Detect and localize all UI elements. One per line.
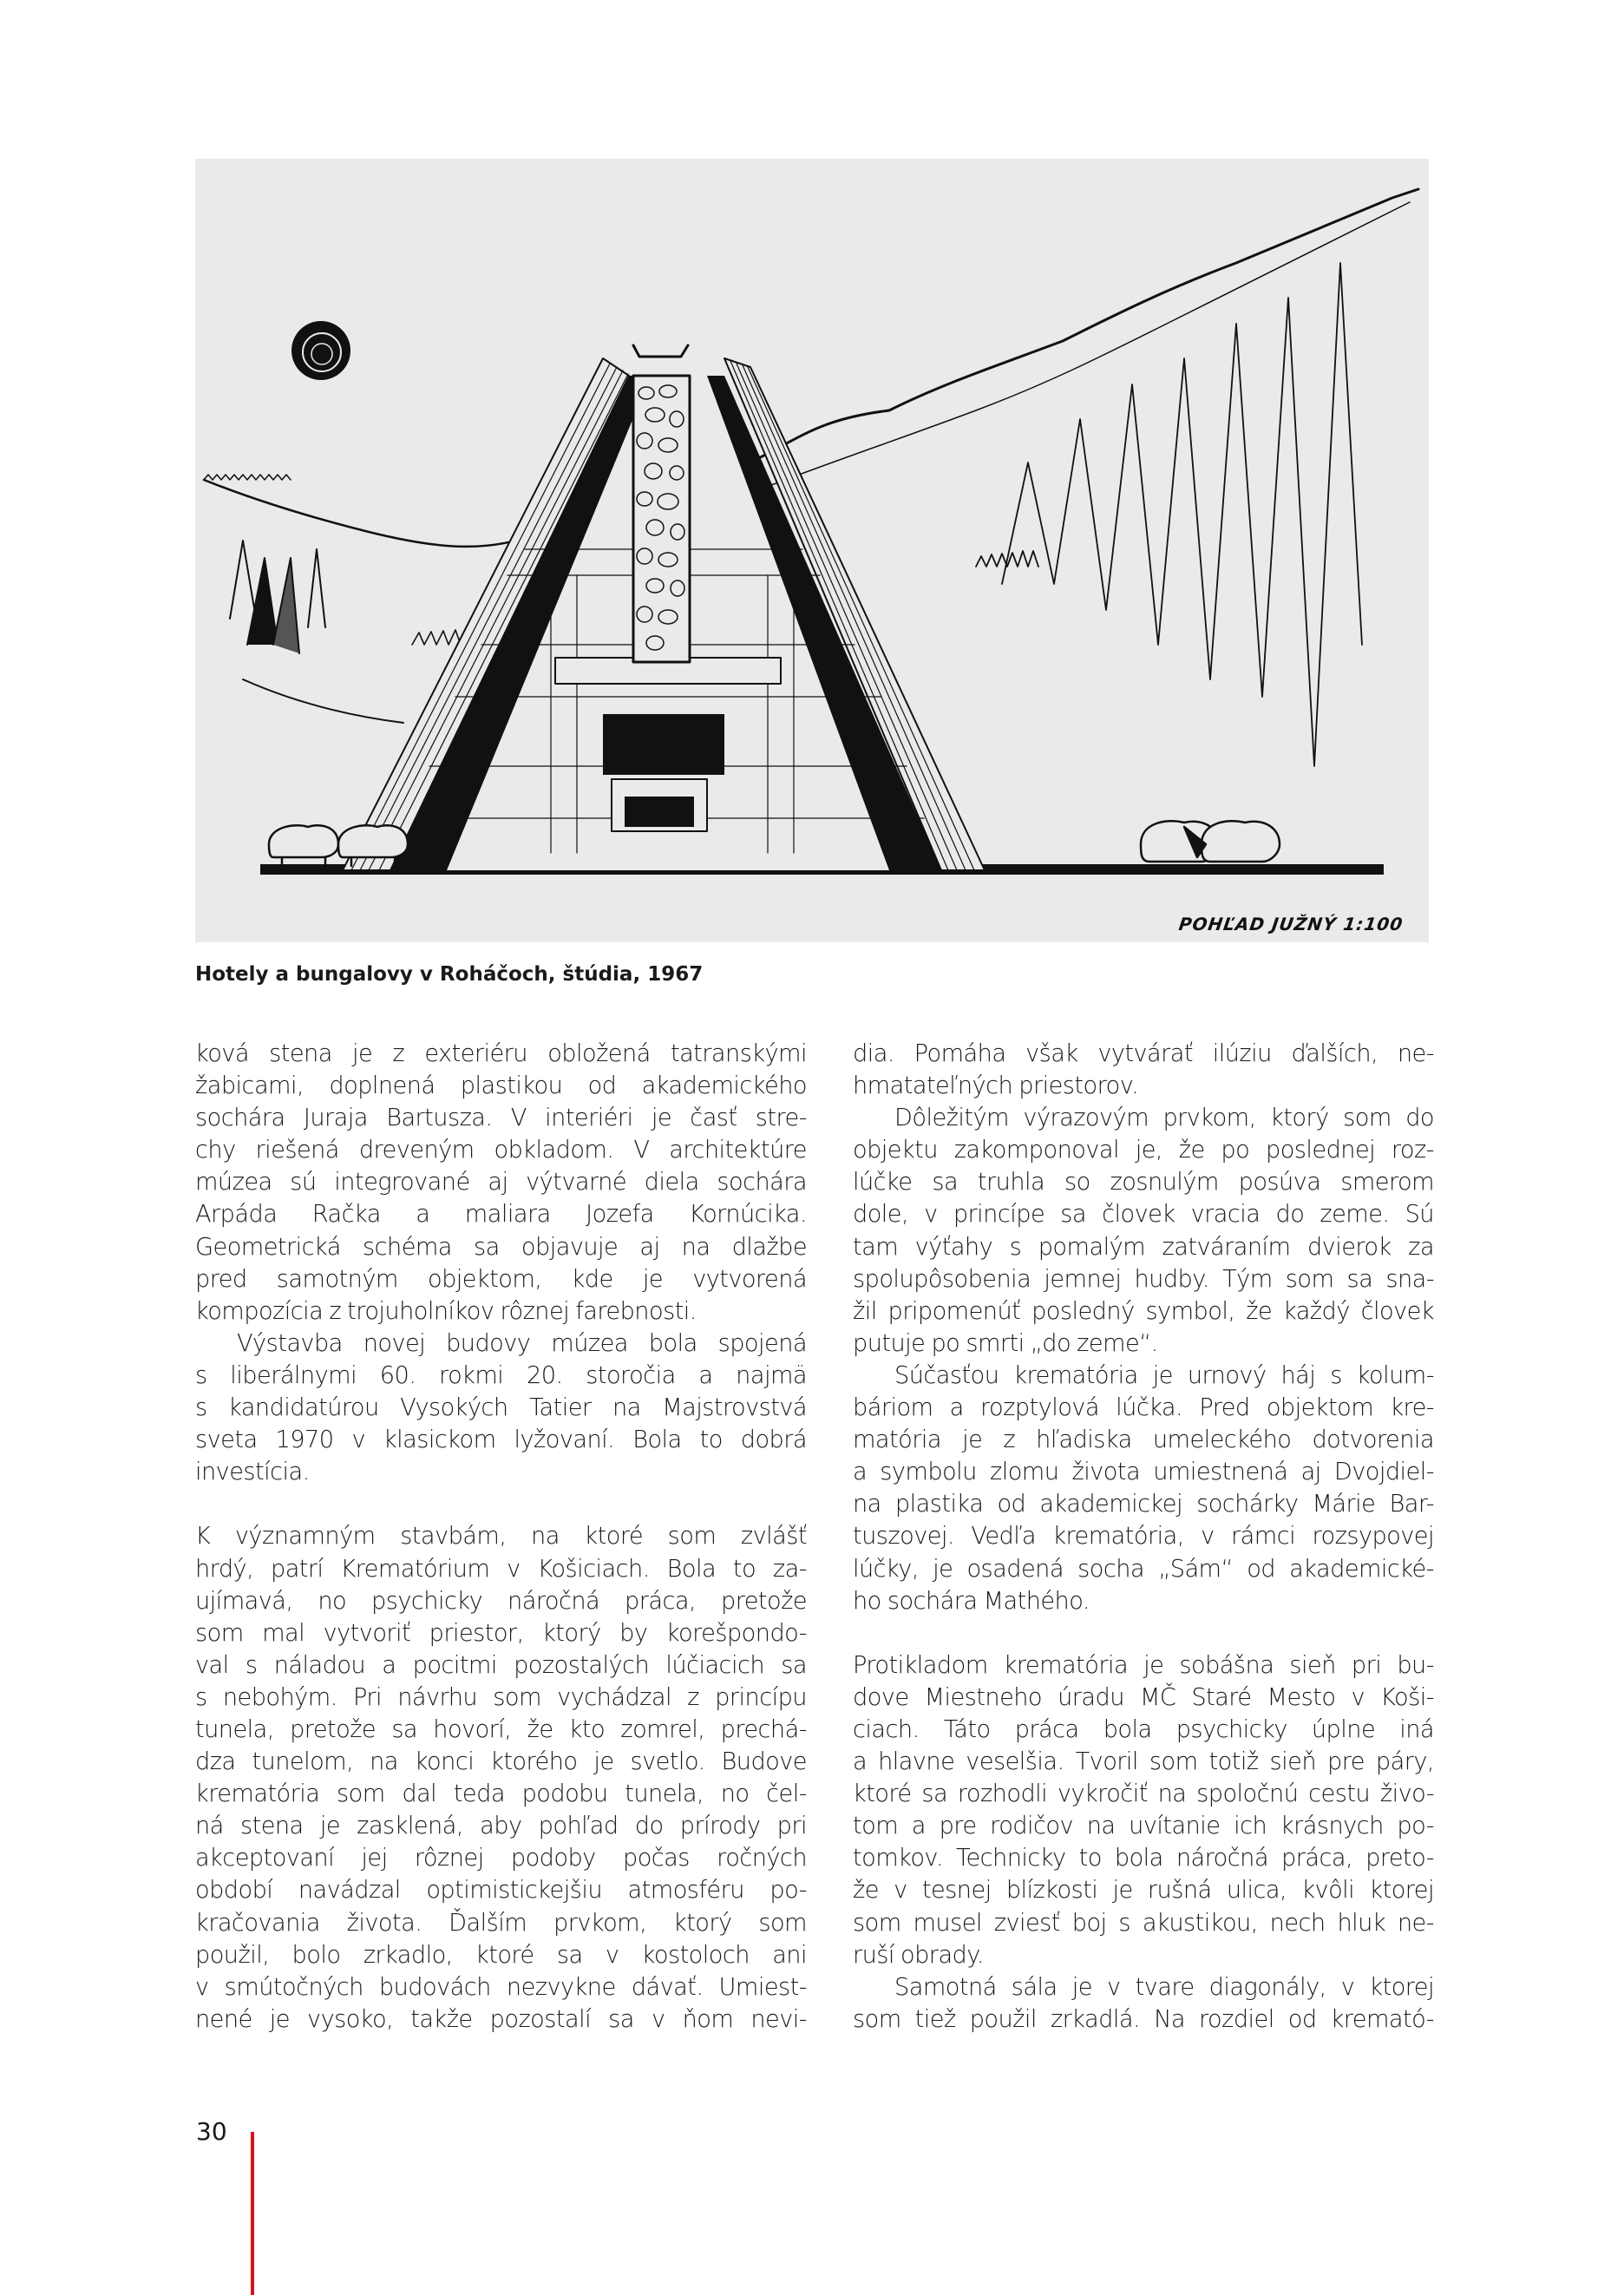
text-line: báriom a rozptylová lúčka. Pred objektom kre- <box>853 1394 1434 1422</box>
text-line: ruší obrady. <box>853 1941 985 1969</box>
text-line: s liberálnymi 60. rokmi 20. storočia a najmä <box>195 1361 807 1389</box>
text-line: Dôležitým výrazovým prvkom, ktorý som do <box>894 1105 1434 1132</box>
text-line: období navádzal optimistickejšiu atmosféru po- <box>195 1877 807 1905</box>
text-line: hrdý, patrí Krematórium v Košiciach. Bola to za- <box>195 1555 807 1583</box>
text-line: múzea sú integrované aj výtvarné diela sochára <box>195 1169 807 1197</box>
drawing-svg <box>195 159 1429 942</box>
text-line: ktoré sa rozhodli vykročiť na spoločnú cestu živo- <box>853 1780 1434 1808</box>
text-line: dia. Pomáha však vytvárať ilúziu ďalších, ne- <box>853 1040 1434 1067</box>
text-line: tuszovej. Vedľa krematória, v rámci rozsypovej <box>853 1523 1434 1551</box>
right-trees <box>976 263 1362 766</box>
text-line: a hlavne veselšia. Tvoril som totiž sieň pre páry, <box>853 1748 1434 1776</box>
stone-chimney <box>633 376 690 662</box>
text-line: akceptovaní jej rôznej podoby počas ročných <box>195 1845 807 1872</box>
text-line: ková stena je z exteriéru obložená tatranskými <box>195 1040 807 1067</box>
text-line: lúčky, je osadená socha „Sám“ od akademické- <box>853 1555 1434 1583</box>
text-line: pred samotným objektom, kde je vytvorená <box>195 1265 807 1293</box>
text-line: hmatateľných priestorov. <box>853 1072 1139 1100</box>
text-line: val s náladou a pocitmi pozostalých lúčiacich sa <box>195 1651 807 1679</box>
text-line: Samotná sála je v tvare diagonály, v ktorej <box>894 1973 1434 2001</box>
text-line: nené je vysoko, takže pozostalí sa v ňom nevi- <box>195 2005 807 2033</box>
text-line: žabicami, doplnená plastikou od akademického <box>195 1072 807 1100</box>
text-line: K významným stavbám, na ktoré som zvlášť <box>195 1523 807 1551</box>
text-line: tunela, pretože sa hovorí, že kto zomrel, prechá- <box>195 1715 807 1743</box>
text-line: dole, v princípe sa človek vracia do zeme. Sú <box>853 1201 1434 1229</box>
architectural-drawing <box>195 159 1429 942</box>
text-line: Súčasťou krematória je urnový háj s kolum- <box>894 1361 1434 1389</box>
text-line: tam výťahy s pomalým zatváraním dvierok za <box>853 1233 1434 1261</box>
text-line: tom a pre rodičov na uvítanie ich krásnych po- <box>853 1813 1434 1840</box>
red-accent-rule <box>251 2132 254 2295</box>
text-line: som musel zviesť boj s akustikou, nech hluk ne- <box>853 1909 1434 1937</box>
sun-scribble-icon <box>291 321 350 380</box>
text-line: spolupôsobenia jemnej hudby. Tým som sa sna- <box>853 1265 1434 1293</box>
text-line: tomkov. Technicky to bola náročná práca, preto- <box>853 1845 1434 1872</box>
text-line: putuje po smrti „do zeme“. <box>853 1329 1158 1357</box>
text-line: Geometrická schéma sa objavuje aj na dlažbe <box>195 1233 807 1261</box>
text-line: ho sochára Mathého. <box>853 1587 1090 1615</box>
text-line: sochára Juraja Bartusza. V interiéri je časť stre- <box>195 1105 807 1132</box>
text-line: investícia. <box>195 1459 310 1486</box>
text-line: sveta 1970 v klasickom lyžovaní. Bola to dobrá <box>195 1426 807 1454</box>
blank-line <box>853 1617 1434 1649</box>
text-line: ciach. Táto práca bola psychicky úplne iná <box>853 1715 1434 1743</box>
drawing-scale-label: POHĽAD JUŽNÝ 1:100 <box>1177 914 1405 934</box>
text-line: dza tunelom, na konci ktorého je svetlo. Budove <box>195 1748 807 1776</box>
text-line: som tiež použil zrkadlá. Na rozdiel od kremató- <box>853 2005 1434 2033</box>
text-line: kračovania života. Ďalším prvkom, ktorý som <box>195 1909 807 1937</box>
text-line: s nebohým. Pri návrhu som vychádzal z princípu <box>195 1683 807 1711</box>
figure-caption: Hotely a bungalovy v Roháčoch, štúdia, 1967 <box>195 963 704 986</box>
text-line: žil pripomenúť posledný symbol, že každý človek <box>853 1297 1434 1325</box>
text-line: Výstavba novej budovy múzea bola spojená <box>237 1329 807 1357</box>
text-line: že v tesnej blízkosti je rušná ulica, kvôli ktorej <box>853 1877 1434 1905</box>
text-line: dove Miestneho úradu MČ Staré Mesto v Koši- <box>853 1683 1434 1711</box>
text-line: ujímavá, no psychicky náročná práca, pretože <box>195 1587 807 1615</box>
text-column-right <box>853 1038 1434 2036</box>
text-line: objektu zakomponoval je, že po poslednej roz- <box>853 1137 1434 1164</box>
text-line: Protikladom krematória je sobášna sieň pri bu- <box>853 1651 1434 1679</box>
blank-line <box>195 1488 807 1520</box>
a-frame-building <box>343 345 985 870</box>
text-line: ná stena je zasklená, aby pohľad do prírody pri <box>195 1813 807 1840</box>
text-line: na plastika od akademickej sochárky Márie Bar- <box>853 1491 1434 1518</box>
text-line: s kandidatúrou Vysokých Tatier na Majstrovstvá <box>195 1394 807 1422</box>
sheep-right <box>1141 821 1280 862</box>
page-number: 30 <box>196 2117 227 2146</box>
text-line: kompozícia z trojuholníkov rôznej farebnosti. <box>195 1297 697 1325</box>
text-line: chy riešená dreveným obkladom. V architektúre <box>195 1137 807 1164</box>
text-line: a symbolu zlomu života umiestnená aj Dvojdiel- <box>853 1459 1434 1486</box>
text-line: použil, bolo zrkadlo, ktoré sa v kostoloch ani <box>195 1941 807 1969</box>
text-line: matória je z hľadiska umeleckého dotvorenia <box>853 1426 1434 1454</box>
text-line: lúčke sa truhla so zosnulým posúva smerom <box>853 1169 1434 1197</box>
text-line: v smútočných budovách nezvykne dávať. Umiest- <box>195 1973 807 2001</box>
left-trees <box>230 541 403 723</box>
text-line: krematória som dal teda podobu tunela, no čel- <box>195 1780 807 1808</box>
text-line: som mal vytvoriť priestor, ktorý by korešpondo- <box>195 1619 807 1647</box>
text-line: Arpáda Račka a maliara Jozefa Kornúcika. <box>195 1201 807 1229</box>
text-column-left <box>195 1038 807 2036</box>
